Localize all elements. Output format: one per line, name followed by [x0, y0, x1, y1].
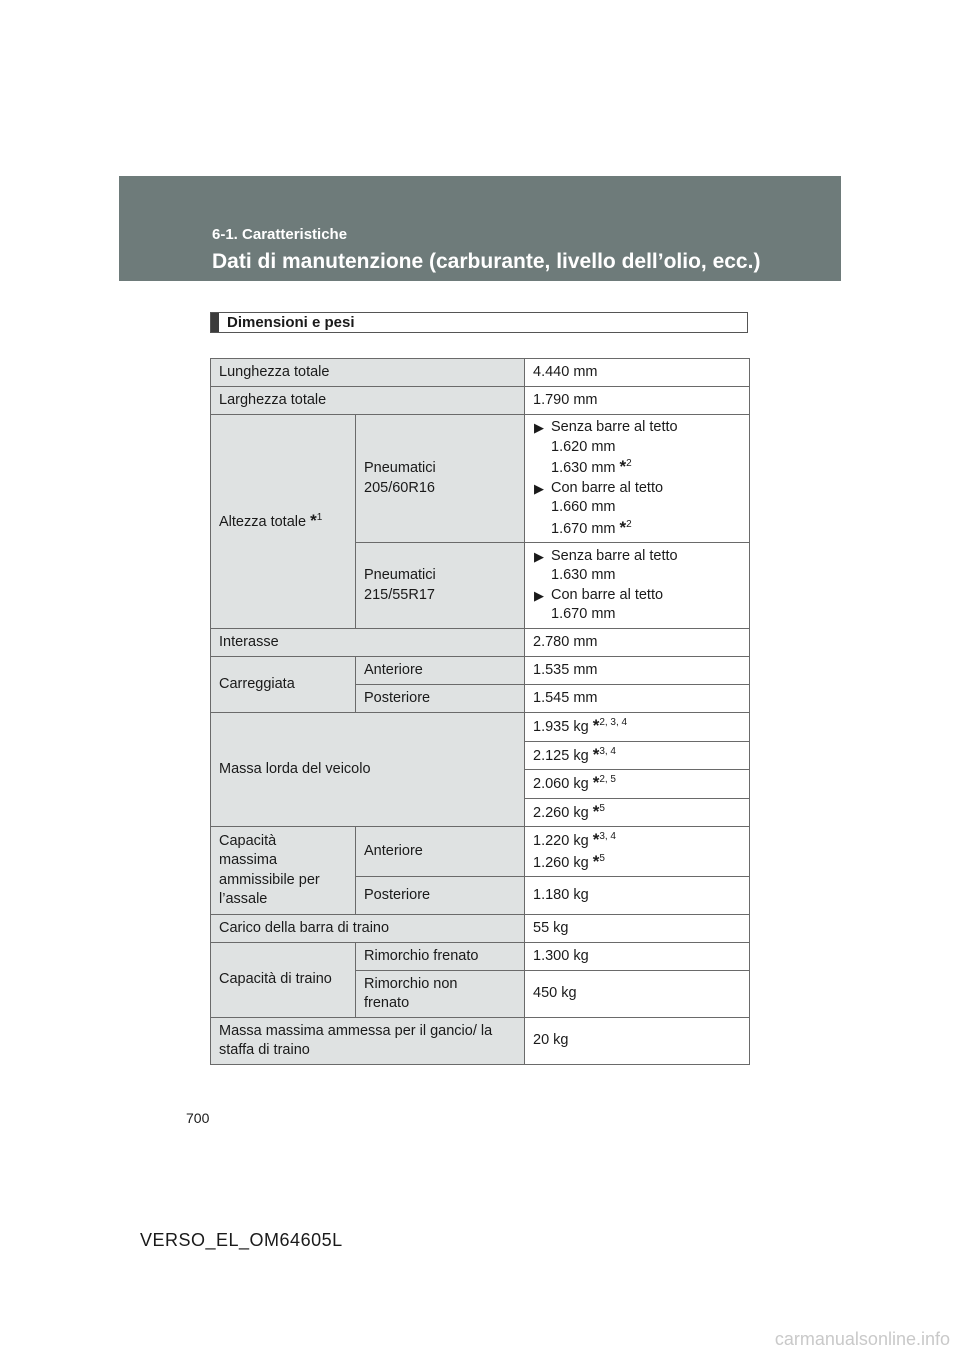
capacita-anteriore-value [525, 827, 750, 877]
massa-value-text: 2.260 kg [533, 804, 589, 821]
footnote-ref: 5 [599, 852, 605, 864]
interasse-value: 2.780 mm [525, 629, 750, 657]
capacita-posteriore-label: Posteriore [356, 877, 525, 915]
pneu1-senza-label: Senza barre al tetto [551, 419, 678, 435]
rimorchio-frenato-value: 1.300 kg [525, 943, 750, 971]
footnote-star: * [619, 517, 627, 537]
pneu2-con-v1: 1.670 mm [551, 606, 616, 622]
rimorchio-non-frenato-value: 450 kg [525, 971, 750, 1018]
footnote-ref: 2 [626, 458, 632, 469]
carico-value: 55 kg [525, 915, 750, 943]
pneu2-con-label: Con barre al tetto [551, 586, 664, 603]
document-code: VERSO_EL_OM64605L [140, 1230, 343, 1250]
arrow-right-icon: ▶ [534, 420, 545, 435]
spec-table [210, 358, 750, 1065]
massa-value [525, 741, 750, 770]
interasse-label: Interasse [211, 629, 525, 657]
pneu1-values [525, 415, 750, 543]
pneu1-label: Pneumatici 205/60R16 [356, 415, 525, 543]
lunghezza-label: Lunghezza totale [211, 359, 525, 387]
table-row [211, 915, 750, 943]
rimorchio-frenato-label: Rimorchio frenato [356, 943, 525, 971]
table-row [211, 415, 750, 543]
page-number: 700 [186, 1110, 210, 1126]
lunghezza-value: 4.440 mm [525, 359, 750, 387]
table-row [211, 943, 750, 971]
pneu1-senza-v2: 1.630 mm [551, 460, 616, 476]
pneu2-senza-v1: 1.630 mm [551, 567, 616, 583]
massa-label: Massa lorda del veicolo [211, 713, 525, 827]
footnote-ref: 1 [316, 511, 323, 523]
table-row [211, 827, 750, 877]
footnote-star: * [592, 716, 600, 735]
massa-value-text: 2.060 kg [533, 776, 589, 792]
footnote-star: * [592, 773, 600, 792]
arrow-right-icon: ▶ [534, 587, 545, 603]
pneu2-label: Pneumatici 215/55R17 [356, 543, 525, 629]
pneu1-con-v1: 1.660 mm [551, 499, 616, 515]
pneu1-senza-v2-line [533, 457, 741, 479]
altezza-label: Altezza totale [219, 513, 307, 530]
footnote-star: * [592, 744, 600, 764]
carreggiata-posteriore-value: 1.545 mm [525, 685, 750, 713]
arrow-right-icon: ▶ [534, 480, 545, 496]
watermark: carmanualsonline.info [774, 1329, 950, 1349]
table-row [211, 629, 750, 657]
altezza-label-cell [211, 415, 356, 629]
footnote-star: * [619, 457, 627, 476]
capacita-label: Capacità massima ammissibile per l’assale [211, 827, 356, 915]
massa-value [525, 713, 750, 742]
cap-ant-v2: 1.260 kg [533, 854, 589, 871]
cap-ant-v1: 1.220 kg [533, 833, 589, 849]
footnote-ref: 3, 4 [599, 745, 616, 757]
arrow-right-icon: ▶ [534, 548, 545, 564]
larghezza-label: Larghezza totale [211, 387, 525, 415]
table-row [211, 1018, 750, 1065]
pneu2-senza-label: Senza barre al tetto [551, 547, 678, 564]
capacita-posteriore-value: 1.180 kg [525, 877, 750, 915]
list-item [533, 586, 741, 606]
larghezza-value: 1.790 mm [525, 387, 750, 415]
section-heading-bar [211, 313, 219, 332]
footnote-ref: 2, 3, 4 [599, 717, 628, 728]
rimorchio-non-frenato-label: Rimorchio non frenato [356, 971, 525, 1018]
capacita-anteriore-label: Anteriore [356, 827, 525, 877]
footnote-ref: 2 [626, 518, 632, 530]
carreggiata-anteriore-value: 1.535 mm [525, 657, 750, 685]
massa-value [525, 770, 750, 799]
footnote-ref: 3, 4 [599, 831, 616, 842]
footnote-star: * [592, 801, 600, 821]
gancio-value: 20 kg [525, 1018, 750, 1065]
section-heading-box [210, 312, 748, 333]
footnote-star: * [592, 851, 600, 871]
massa-value-text: 1.935 kg [533, 719, 589, 735]
carreggiata-label: Carreggiata [211, 657, 356, 713]
table-row [211, 359, 750, 387]
page-title: Dati di manutenzione (carburante, livello dell’olio, ecc.) [212, 250, 761, 273]
massa-value [525, 798, 750, 827]
traino-label: Capacità di traino [211, 943, 356, 1018]
list-item [533, 479, 741, 499]
section-heading-label: Dimensioni e pesi [227, 314, 355, 331]
massa-value-text: 2.125 kg [533, 747, 589, 764]
pneu2-values [525, 543, 750, 629]
pneu1-con-v2: 1.670 mm [551, 520, 616, 537]
footnote-star: * [310, 510, 317, 530]
carreggiata-anteriore-label: Anteriore [356, 657, 525, 685]
list-item [533, 547, 741, 567]
table-row [211, 657, 750, 685]
footnote-ref: 2, 5 [599, 774, 616, 785]
table-row [211, 387, 750, 415]
footnote-star: * [592, 830, 600, 849]
table-row [211, 713, 750, 742]
section-label: 6-1. Caratteristiche [212, 226, 348, 243]
footnote-ref: 5 [599, 802, 605, 814]
gancio-label: Massa massima ammessa per il gancio/ la staffa di traino [211, 1018, 525, 1065]
carico-label: Carico della barra di traino [211, 915, 525, 943]
pneu1-senza-v1: 1.620 mm [551, 438, 616, 455]
pneu1-con-v2-line [533, 518, 741, 540]
list-item [533, 418, 741, 438]
carreggiata-posteriore-label: Posteriore [356, 685, 525, 713]
pneu1-con-label: Con barre al tetto [551, 479, 664, 496]
